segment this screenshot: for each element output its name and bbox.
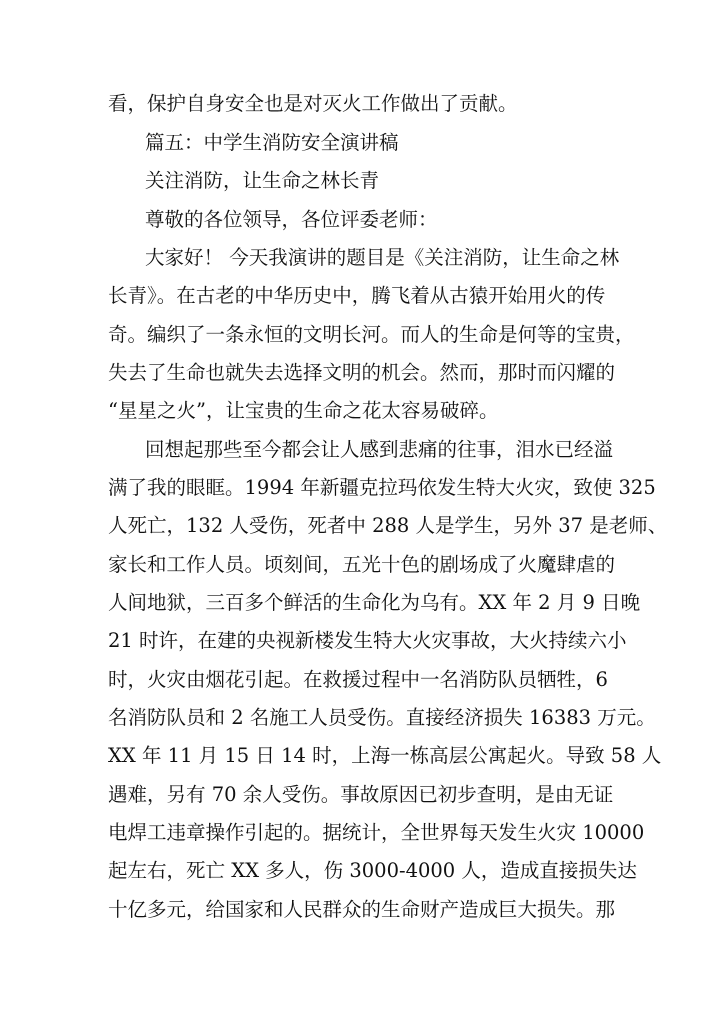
text-line-continuation: 看，保护自身安全也是对灭火工作做出了贡献。 — [108, 92, 518, 115]
text-line: XX 年 11 月 15 日 14 时，上海一栋高层公寓起火。导致 58 人 — [108, 744, 662, 767]
text-line: 遇难，另有 70 余人受伤。事故原因已初步查明，是由无证 — [108, 783, 614, 806]
text-line: 满了我的眼眶。1994 年新疆克拉玛依发生特大火灾，致使 325 — [108, 476, 656, 499]
text-line: 奇。编织了一条永恒的文明长河。而人的生命是何等的宝贵， — [108, 323, 635, 346]
text-line: 长青》。在古老的中华历史中，腾飞着从古猿开始用火的传 — [108, 284, 606, 307]
text-line: 人死亡，132 人受伤，死者中 288 人是学生，另外 37 是老师、 — [108, 514, 668, 537]
text-line: 电焊工违章操作引起的。据统计，全世界每天发生火灾 10000 — [108, 821, 645, 844]
speech-title: 关注消防，让生命之林长青 — [145, 169, 380, 192]
text-line: 失去了生命也就失去选择文明的机会。然而，那时而闪耀的 — [108, 361, 616, 384]
text-line: 十亿多元，给国家和人民群众的生命财产造成巨大损失。那 — [108, 898, 616, 921]
text-line: “星星之火”，让宝贵的生命之花太容易破碎。 — [108, 399, 499, 422]
text-line: 回想起那些至今都会让人感到悲痛的往事，泪水已经溢 — [145, 438, 614, 461]
text-line: 家长和工作人员。顷刻间，五光十色的剧场成了火魔肆虐的 — [108, 553, 616, 576]
text-line: 时，火灾由烟花引起。在救援过程中一名消防队员牺牲，6 — [108, 668, 608, 691]
text-line: 起左右，死亡 XX 多人，伤 3000-4000 人，造成直接损失达 — [108, 859, 637, 882]
salutation: 尊敬的各位领导，各位评委老师： — [145, 208, 438, 231]
text-line: 21 时许，在建的央视新楼发生特大火灾事故，大火持续六小 — [108, 629, 627, 652]
text-line: 大家好！ 今天我演讲的题目是《关注消防，让生命之林 — [145, 246, 620, 269]
section-heading: 篇五：中学生消防安全演讲稿 — [145, 131, 399, 154]
text-line: 人间地狱，三百多个鲜活的生命化为乌有。XX 年 2 月 9 日晚 — [108, 591, 641, 614]
text-line: 名消防队员和 2 名施工人员受伤。直接经济损失 16383 万元。 — [108, 706, 656, 729]
